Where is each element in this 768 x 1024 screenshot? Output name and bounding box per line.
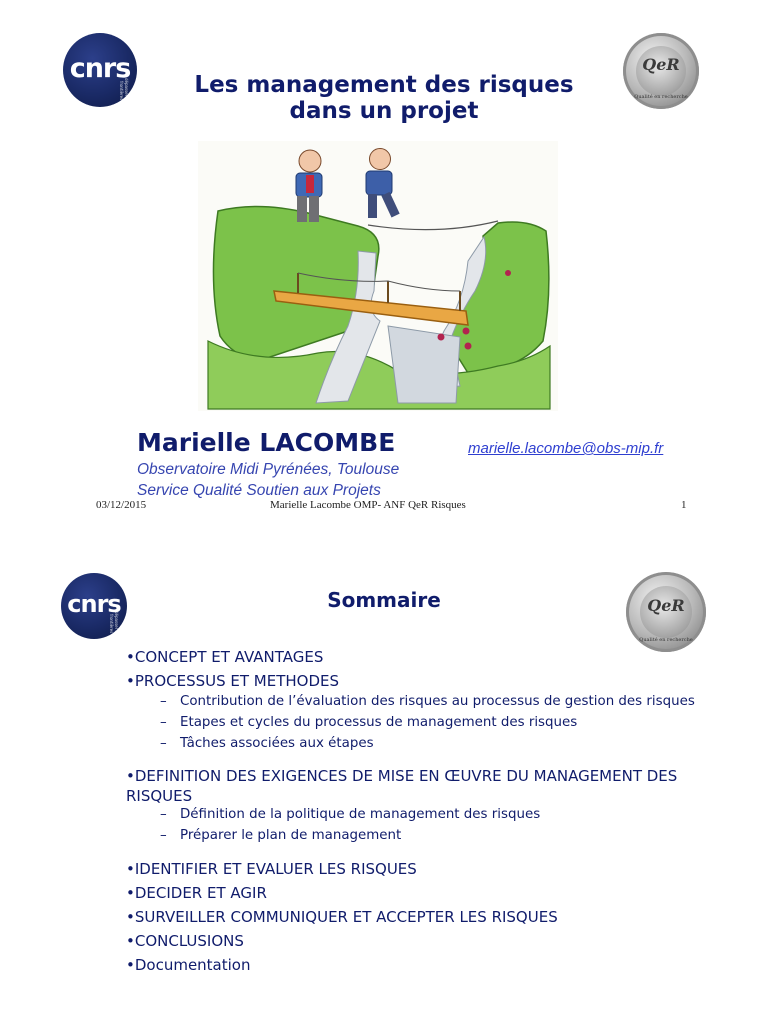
footer-center: Marielle Lacombe OMP- ANF QeR Risques bbox=[270, 499, 466, 511]
summary-item-text: •DECIDER ET AGIR bbox=[126, 884, 267, 902]
bridge-cliff-illustration bbox=[198, 141, 558, 411]
affiliation-institution: Observatoire Midi Pyrénées, Toulouse bbox=[137, 461, 400, 478]
dash-bullet: – bbox=[160, 715, 167, 730]
qer-logo: QeR Qualité en recherche bbox=[626, 572, 706, 652]
summary-item-text: •PROCESSUS ET METHODES bbox=[126, 672, 340, 690]
qer-logo: QeR Qualité en recherche bbox=[623, 33, 699, 109]
summary-section bbox=[126, 859, 706, 879]
dash-bullet: – bbox=[160, 736, 167, 751]
summary-section bbox=[126, 955, 706, 975]
dash-bullet: – bbox=[160, 828, 167, 843]
summary-item-text: •Documentation bbox=[126, 956, 251, 974]
summary-subsection bbox=[126, 714, 706, 732]
summary-item-text: •CONCLUSIONS bbox=[126, 932, 244, 950]
page-number: 1 bbox=[681, 499, 687, 511]
summary-section bbox=[126, 931, 706, 951]
summary-item-text: Tâches associées aux étapes bbox=[180, 736, 374, 751]
summary-subsection bbox=[126, 806, 706, 824]
cnrs-logo: cnrs dépasser les frontières bbox=[61, 573, 127, 639]
summary-section bbox=[126, 647, 706, 667]
summary-title: Sommaire bbox=[327, 588, 441, 612]
summary-section bbox=[126, 766, 706, 806]
summary-item-text: Contribution de l’évaluation des risques au processus de gestion des risques bbox=[180, 694, 695, 709]
summary-section bbox=[126, 671, 706, 691]
summary-section bbox=[126, 907, 706, 927]
summary-item-text: •CONCEPT ET AVANTAGES bbox=[126, 648, 324, 666]
summary-item-text: Préparer le plan de management bbox=[180, 828, 402, 843]
summary-item-text: Etapes et cycles du processus de management des risques bbox=[180, 715, 578, 730]
summary-item-text: •IDENTIFIER ET EVALUER LES RISQUES bbox=[126, 860, 417, 878]
slide-title: Les management des risques dans un projet bbox=[194, 72, 574, 124]
cnrs-logo: cnrs dépasser les frontières bbox=[63, 33, 137, 107]
author-email-link[interactable]: marielle.lacombe@obs-mip.fr bbox=[468, 440, 664, 457]
affiliation-service: Service Qualité Soutien aux Projets bbox=[137, 482, 381, 499]
dash-bullet: – bbox=[160, 694, 167, 709]
summary-subsection bbox=[126, 827, 706, 845]
summary-subsection bbox=[126, 693, 706, 711]
summary-item-text: •DEFINITION DES EXIGENCES DE MISE EN ŒUVRE DU MANAGEMENT DES RISQUES bbox=[126, 767, 678, 805]
summary-item-text: Définition de la politique de management des risques bbox=[180, 807, 541, 822]
summary-item-text: •SURVEILLER COMMUNIQUER ET ACCEPTER LES RISQUES bbox=[126, 908, 558, 926]
summary-subsection bbox=[126, 735, 706, 753]
author-name: Marielle LACOMBE bbox=[137, 428, 396, 457]
summary-section bbox=[126, 883, 706, 903]
summary-list bbox=[126, 647, 706, 975]
dash-bullet: – bbox=[160, 807, 167, 822]
footer-date: 03/12/2015 bbox=[96, 499, 147, 511]
